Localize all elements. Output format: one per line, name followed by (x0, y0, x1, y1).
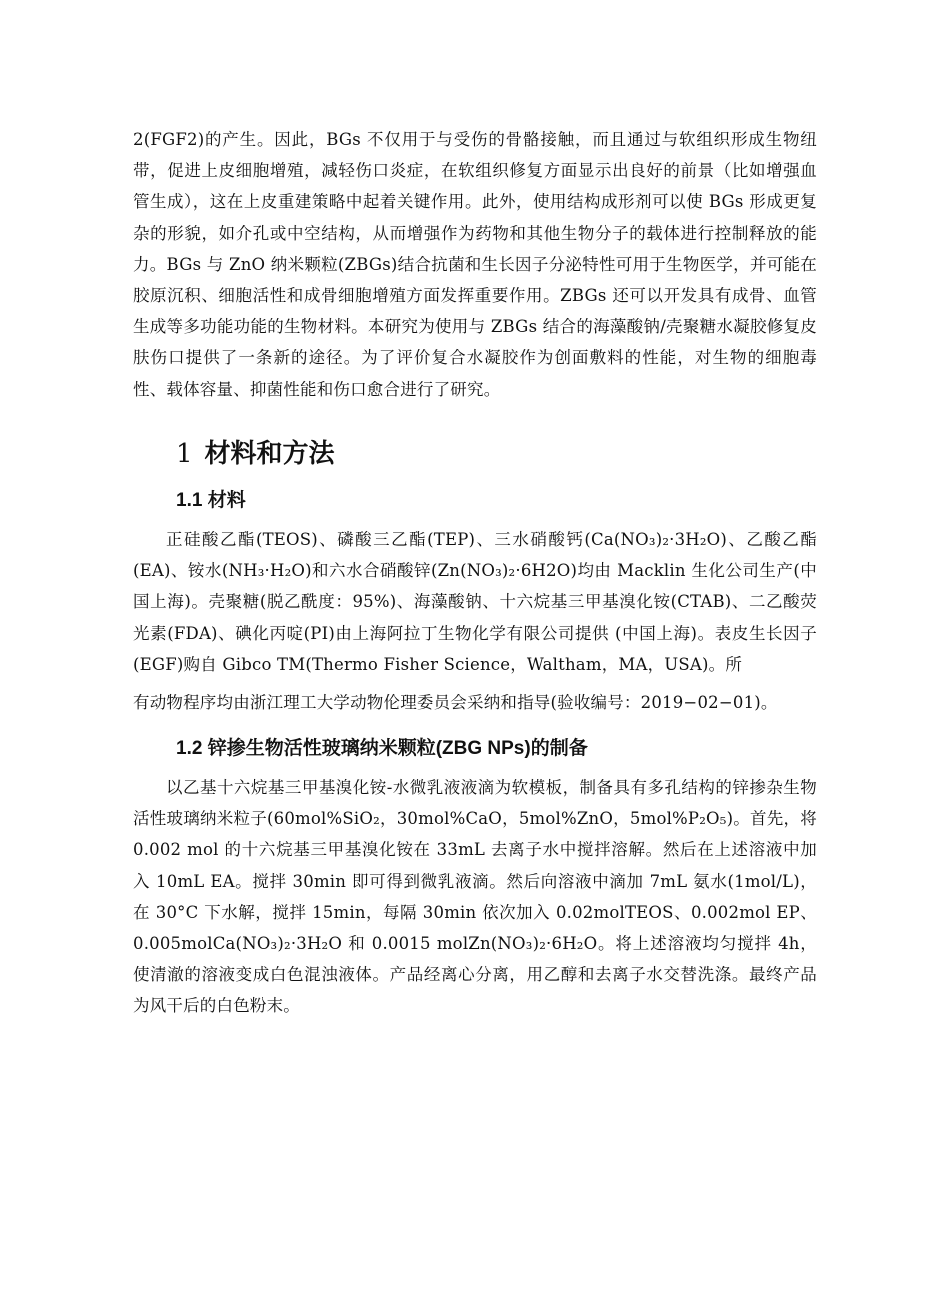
section-1-heading (176, 434, 335, 474)
section-1-2-paragraph: 以乙基十六烷基三甲基溴化铵-水微乳液液滴为软模板，制备具有多孔结构的锌掺杂生物活性玻璃纳米粒子(60mol%SiO₂，30mol%CaO，5mol%ZnO，5mol%P₂O₅)。首先，将 0.002 mol 的十六烷基三甲基溴化铵在 33mL 去离子水中搅拌溶解。然后在上述溶液中加入 10mL EA。搅拌 30min 即可得到微乳液滴。然后向溶液中滴加 7mL 氨水(1mol/L)，在 30°C 下水解，搅拌 15min，每隔 30min 依次加入 0.02molTEOS、0.002mol EP、0.005molCa(NO₃)₂·3H₂O 和 0.0015 molZn(NO₃)₂·6H₂O。将上述溶液均匀搅拌 4h，使清澈的溶液变成白色混浊液体。产品经离心分离，用乙醇和去离子水交替洗涤。最终产品为风干后的白色粉末。 (133, 778, 817, 1016)
section-1-1-last-line: 有动物程序均由浙江理工大学动物伦理委员会采纳和指导(验收编号：2019−02−01)。 (133, 693, 778, 712)
section-1-title: 材料和方法 (204, 439, 335, 469)
section-1-2-heading: 1.2 锌掺生物活性玻璃纳米颗粒(ZBG NPs)的制备 (176, 738, 588, 759)
intro-paragraph: 2(FGF2)的产生。因此，BGs 不仅用于与受伤的骨骼接触，而且通过与软组织形成生物纽带，促进上皮细胞增殖，减轻伤口炎症，在软组织修复方面显示出良好的前景（比如增强血管生成），这在上皮重建策略中起着关键作用。此外，使用结构成形剂可以使 BGs 形成更复杂的形貌，如介孔或中空结构，从而增强作为药物和其他生物分子的载体进行控制释放的能力。BGs 与 ZnO 纳米颗粒(ZBGs)结合抗菌和生长因子分泌特性可用于生物医学，并可能在胶原沉积、细胞活性和成骨细胞增殖方面发挥重要作用。ZBGs 还可以开发具有成骨、血管生成等多功能功能的生物材料。本研究为使用与 ZBGs 结合的海藻酸钠/壳聚糖水凝胶修复皮肤伤口提供了一条新的途径。为了评价复合水凝胶作为创面敷料的性能，对生物的细胞毒性、载体容量、抑菌性能和伤口愈合进行了研究。 (133, 130, 817, 399)
section-1-1-paragraph: 正硅酸乙酯(TEOS)、磷酸三乙酯(TEP)、三水硝酸钙(Ca(NO₃)₂·3H₂O)、乙酸乙酯(EA)、铵水(NH₃·H₂O)和六水合硝酸锌(Zn(NO₃)₂·6H2O)均由 Macklin 生化公司生产(中国上海)。壳聚糖(脱乙酰度：95%)、海藻酸钠、十六烷基三甲基溴化铵(CTAB)、二乙酸荧光素(FDA)、碘化丙啶(PI)由上海阿拉丁生物化学有限公司提供 (中国上海)。表皮生长因子(EGF)购自 Gibco TM(Thermo Fisher Science，Waltham，MA，USA)。所 (133, 530, 817, 674)
section-1-number: 1 (176, 439, 193, 469)
section-1-1-heading: 1.1 材料 (176, 490, 246, 511)
